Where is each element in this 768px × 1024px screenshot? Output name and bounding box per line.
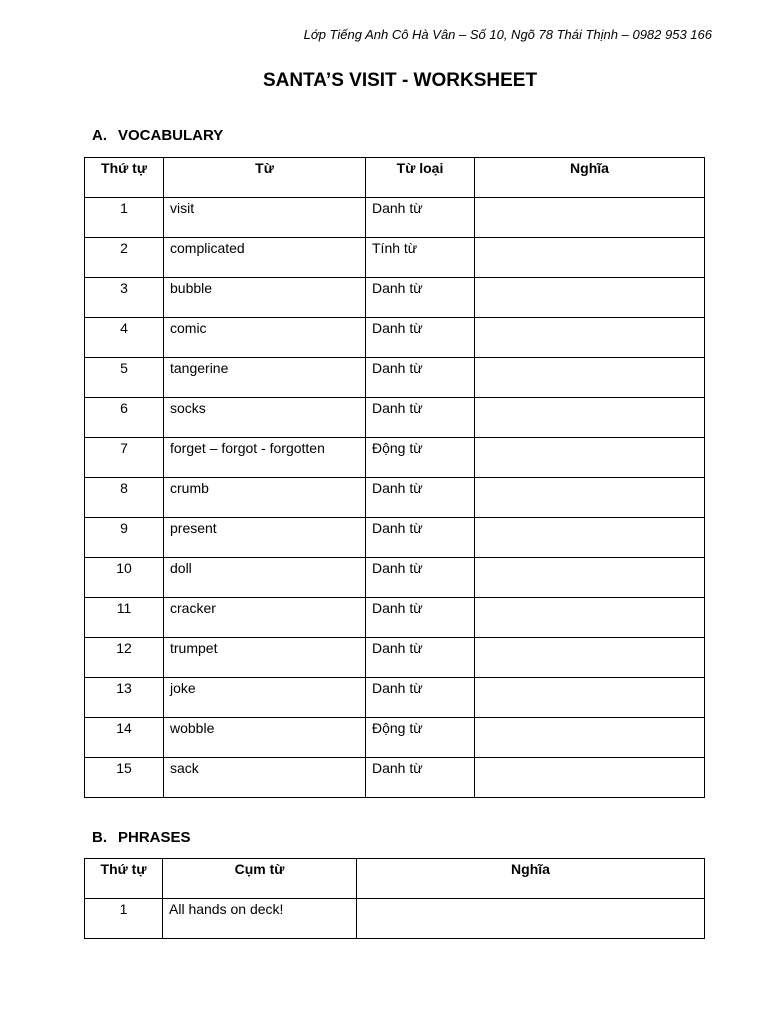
- column-header: Thứ tự: [85, 158, 164, 198]
- row-number: 15: [85, 758, 164, 798]
- section-b-title: PHRASES: [118, 829, 191, 846]
- meaning-cell: [475, 758, 705, 798]
- word-type: Danh từ: [366, 598, 475, 638]
- section-b-number: B.: [92, 829, 107, 846]
- vocab-word: sack: [164, 758, 366, 798]
- word-type: Danh từ: [366, 198, 475, 238]
- row-number: 6: [85, 398, 164, 438]
- word-type: Tính từ: [366, 238, 475, 278]
- word-type: Danh từ: [366, 638, 475, 678]
- meaning-cell: [475, 398, 705, 438]
- meaning-cell: [475, 278, 705, 318]
- column-header: Nghĩa: [357, 859, 705, 899]
- table-row: [85, 398, 705, 438]
- table-header-row: [85, 158, 705, 198]
- column-header: Từ loại: [366, 158, 475, 198]
- section-a-number: A.: [92, 127, 107, 144]
- table-row: [85, 718, 705, 758]
- meaning-cell: [475, 678, 705, 718]
- row-number: 14: [85, 718, 164, 758]
- vocab-word: doll: [164, 558, 366, 598]
- meaning-cell: [475, 318, 705, 358]
- vocab-word: comic: [164, 318, 366, 358]
- table-row: [85, 478, 705, 518]
- table-row: [85, 238, 705, 278]
- meaning-cell: [475, 238, 705, 278]
- word-type: Động từ: [366, 718, 475, 758]
- column-header: Thứ tự: [85, 859, 163, 899]
- table-row: [85, 638, 705, 678]
- column-header: Cụm từ: [163, 859, 357, 899]
- table-row: [85, 758, 705, 798]
- column-header: Từ: [164, 158, 366, 198]
- table-row: [85, 318, 705, 358]
- section-b-heading: [92, 829, 191, 846]
- row-number: 1: [85, 899, 163, 939]
- column-header: Nghĩa: [475, 158, 705, 198]
- word-type: Danh từ: [366, 278, 475, 318]
- phrase-text: All hands on deck!: [163, 899, 357, 939]
- meaning-cell: [475, 478, 705, 518]
- table-row: [85, 899, 705, 939]
- row-number: 8: [85, 478, 164, 518]
- section-a-title: VOCABULARY: [118, 127, 224, 144]
- vocab-word: cracker: [164, 598, 366, 638]
- vocab-word: forget – forgot - forgotten: [164, 438, 366, 478]
- vocab-word: complicated: [164, 238, 366, 278]
- meaning-cell: [357, 899, 705, 939]
- meaning-cell: [475, 558, 705, 598]
- row-number: 10: [85, 558, 164, 598]
- table-row: [85, 358, 705, 398]
- vocab-word: present: [164, 518, 366, 558]
- meaning-cell: [475, 198, 705, 238]
- vocab-word: tangerine: [164, 358, 366, 398]
- vocabulary-table: [84, 157, 705, 798]
- row-number: 11: [85, 598, 164, 638]
- table-row: [85, 558, 705, 598]
- table-row: [85, 598, 705, 638]
- table-row: [85, 518, 705, 558]
- word-type: Danh từ: [366, 398, 475, 438]
- vocab-word: visit: [164, 198, 366, 238]
- table-row: [85, 678, 705, 718]
- word-type: Danh từ: [366, 318, 475, 358]
- meaning-cell: [475, 638, 705, 678]
- row-number: 13: [85, 678, 164, 718]
- row-number: 5: [85, 358, 164, 398]
- word-type: Danh từ: [366, 758, 475, 798]
- word-type: Danh từ: [366, 478, 475, 518]
- table-row: [85, 438, 705, 478]
- vocab-word: bubble: [164, 278, 366, 318]
- row-number: 12: [85, 638, 164, 678]
- vocab-word: wobble: [164, 718, 366, 758]
- table-row: [85, 278, 705, 318]
- meaning-cell: [475, 438, 705, 478]
- word-type: Danh từ: [366, 518, 475, 558]
- header-line: Lớp Tiếng Anh Cô Hà Vân – Số 10, Ngõ 78 Thái Thịnh – 0982 953 166: [303, 27, 712, 42]
- table-row: [85, 198, 705, 238]
- vocab-word: crumb: [164, 478, 366, 518]
- meaning-cell: [475, 518, 705, 558]
- meaning-cell: [475, 358, 705, 398]
- meaning-cell: [475, 718, 705, 758]
- section-a-heading: [92, 127, 223, 144]
- phrases-table: [84, 858, 705, 939]
- row-number: 2: [85, 238, 164, 278]
- row-number: 4: [85, 318, 164, 358]
- word-type: Danh từ: [366, 678, 475, 718]
- row-number: 1: [85, 198, 164, 238]
- word-type: Danh từ: [366, 558, 475, 598]
- row-number: 9: [85, 518, 164, 558]
- row-number: 7: [85, 438, 164, 478]
- meaning-cell: [475, 598, 705, 638]
- word-type: Động từ: [366, 438, 475, 478]
- row-number: 3: [85, 278, 164, 318]
- table-header-row: [85, 859, 705, 899]
- vocab-word: joke: [164, 678, 366, 718]
- vocab-word: trumpet: [164, 638, 366, 678]
- word-type: Danh từ: [366, 358, 475, 398]
- page-title: SANTA’S VISIT - WORKSHEET: [262, 70, 538, 91]
- vocab-word: socks: [164, 398, 366, 438]
